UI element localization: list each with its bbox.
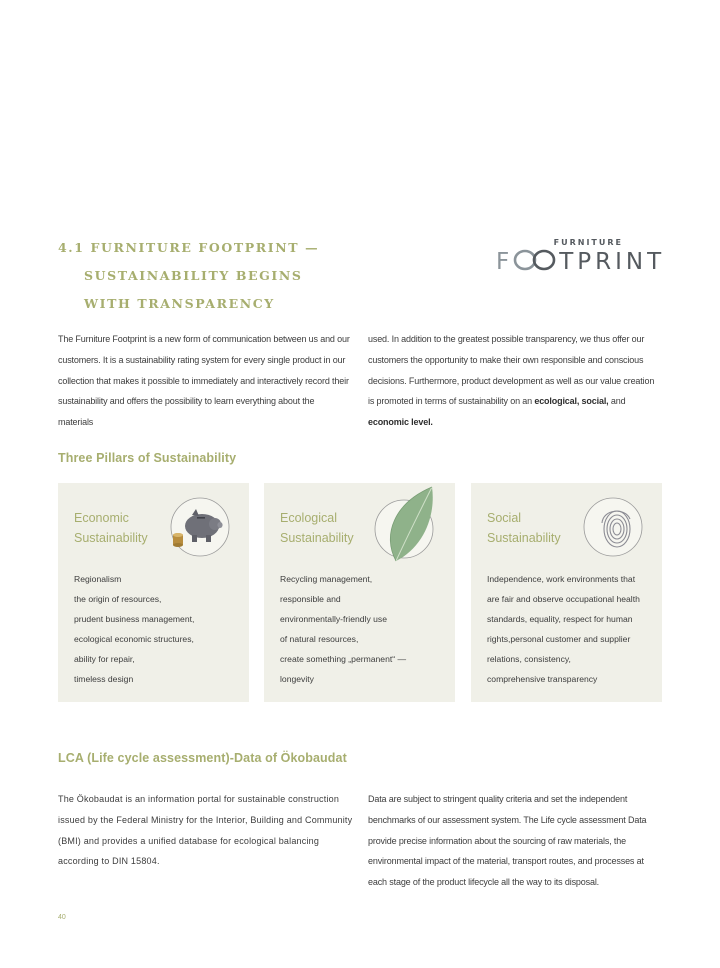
lca-title: LCA (Life cycle assessment)-Data of Ökobaudat: [58, 751, 347, 765]
page-number: 40: [58, 914, 66, 921]
piggy-bank-icon: [168, 495, 232, 559]
intro-and: and: [608, 396, 626, 407]
list-item: Regionalism: [74, 574, 122, 584]
intro-bold-economic: economic level.: [368, 417, 433, 428]
pillars-title: Three Pillars of Sustainability: [58, 451, 237, 465]
pillar-title-line-1: Economic: [74, 511, 129, 525]
pillar-list: [74, 569, 194, 689]
logo-tprint: TPRINT: [559, 249, 666, 275]
list-item: are fair and observe occupational health: [487, 594, 640, 604]
list-item: rights,personal customer and supplier: [487, 634, 631, 644]
pillar-card-social: [471, 483, 662, 702]
list-item: timeless design: [74, 674, 134, 684]
list-item: relations, consistency,: [487, 654, 571, 664]
pillar-title-line-1: Social: [487, 511, 522, 525]
pillar-list: [487, 569, 640, 689]
logo-letter-f: F: [496, 249, 514, 275]
pillar-title-line-2: Sustainability: [280, 531, 354, 545]
pillar-card-economic: [58, 483, 249, 702]
list-item: environmentally-friendly use: [280, 614, 387, 624]
pillar-card-ecological: [264, 483, 455, 702]
list-item: the origin of resources,: [74, 594, 162, 604]
list-item: standards, equality, respect for human: [487, 614, 633, 624]
intro-right-paragraph: [368, 329, 662, 433]
list-item: longevity: [280, 674, 314, 684]
intro-right-text: used. In addition to the greatest possible transparency, we thus offer our customers the opportunity to make their own responsible and conscious decisions. Furthermore, product development as well as our value creation is promoted in terms of sustainability on an: [368, 334, 655, 407]
intro-left-paragraph: The Furniture Footprint is a new form of communication between us and our customers. It is a sustainability rating system for every single product in our collection that makes it possible to immediately and interactively record their sustainability and offers the possibility to learn everything about the materials: [58, 334, 350, 428]
pillar-title-line-2: Sustainability: [487, 531, 561, 545]
intro-bold-ecological-social: ecological, social,: [534, 396, 609, 407]
logo-main-text: [496, 249, 665, 275]
pillar-list: [280, 569, 406, 689]
list-item: of natural resources,: [280, 634, 359, 644]
list-item: Independence, work environments that: [487, 574, 636, 584]
pillar-title-line-2: Sustainability: [74, 531, 148, 545]
leaf-icon: [374, 485, 440, 565]
heading-line-1: 4.1 FURNITURE FOOTPRINT —: [58, 240, 320, 255]
lca-right-paragraph: Data are subject to stringent quality criteria and set the independent benchmarks of our assessment system. The Life cycle assessment Data provide precise information about the sourcing of raw materials, the environmental impact of the material, transport routes, and processes at each stage of the product lifecycle all the way to its disposal.: [368, 794, 647, 888]
heading-line-3: WITH TRANSPARENCY: [84, 296, 275, 311]
list-item: comprehensive transparency: [487, 674, 598, 684]
heading-line-2: SUSTAINABILITY BEGINS: [84, 268, 303, 283]
furniture-footprint-logo: [496, 236, 666, 276]
list-item: create something „permanent“ —: [280, 654, 407, 664]
pillar-title-line-1: Ecological: [280, 511, 337, 525]
logo-top-text: FURNITURE: [553, 238, 623, 247]
fingerprint-icon: [581, 495, 645, 559]
list-item: prudent business management,: [74, 614, 195, 624]
logo-loops-icon: [513, 249, 557, 271]
list-item: Recycling management,: [280, 574, 373, 584]
list-item: ecological economic structures,: [74, 634, 194, 644]
list-item: responsible and: [280, 594, 341, 604]
lca-left-paragraph: The Ökobaudat is an information portal for sustainable construction issued by the Federal Ministry for the Interior, Building and Community (BMI) and provides a unified database for ecological balancing according to DIN 15804.: [58, 794, 353, 867]
list-item: ability for repair,: [74, 654, 135, 664]
section-heading: [58, 234, 418, 318]
